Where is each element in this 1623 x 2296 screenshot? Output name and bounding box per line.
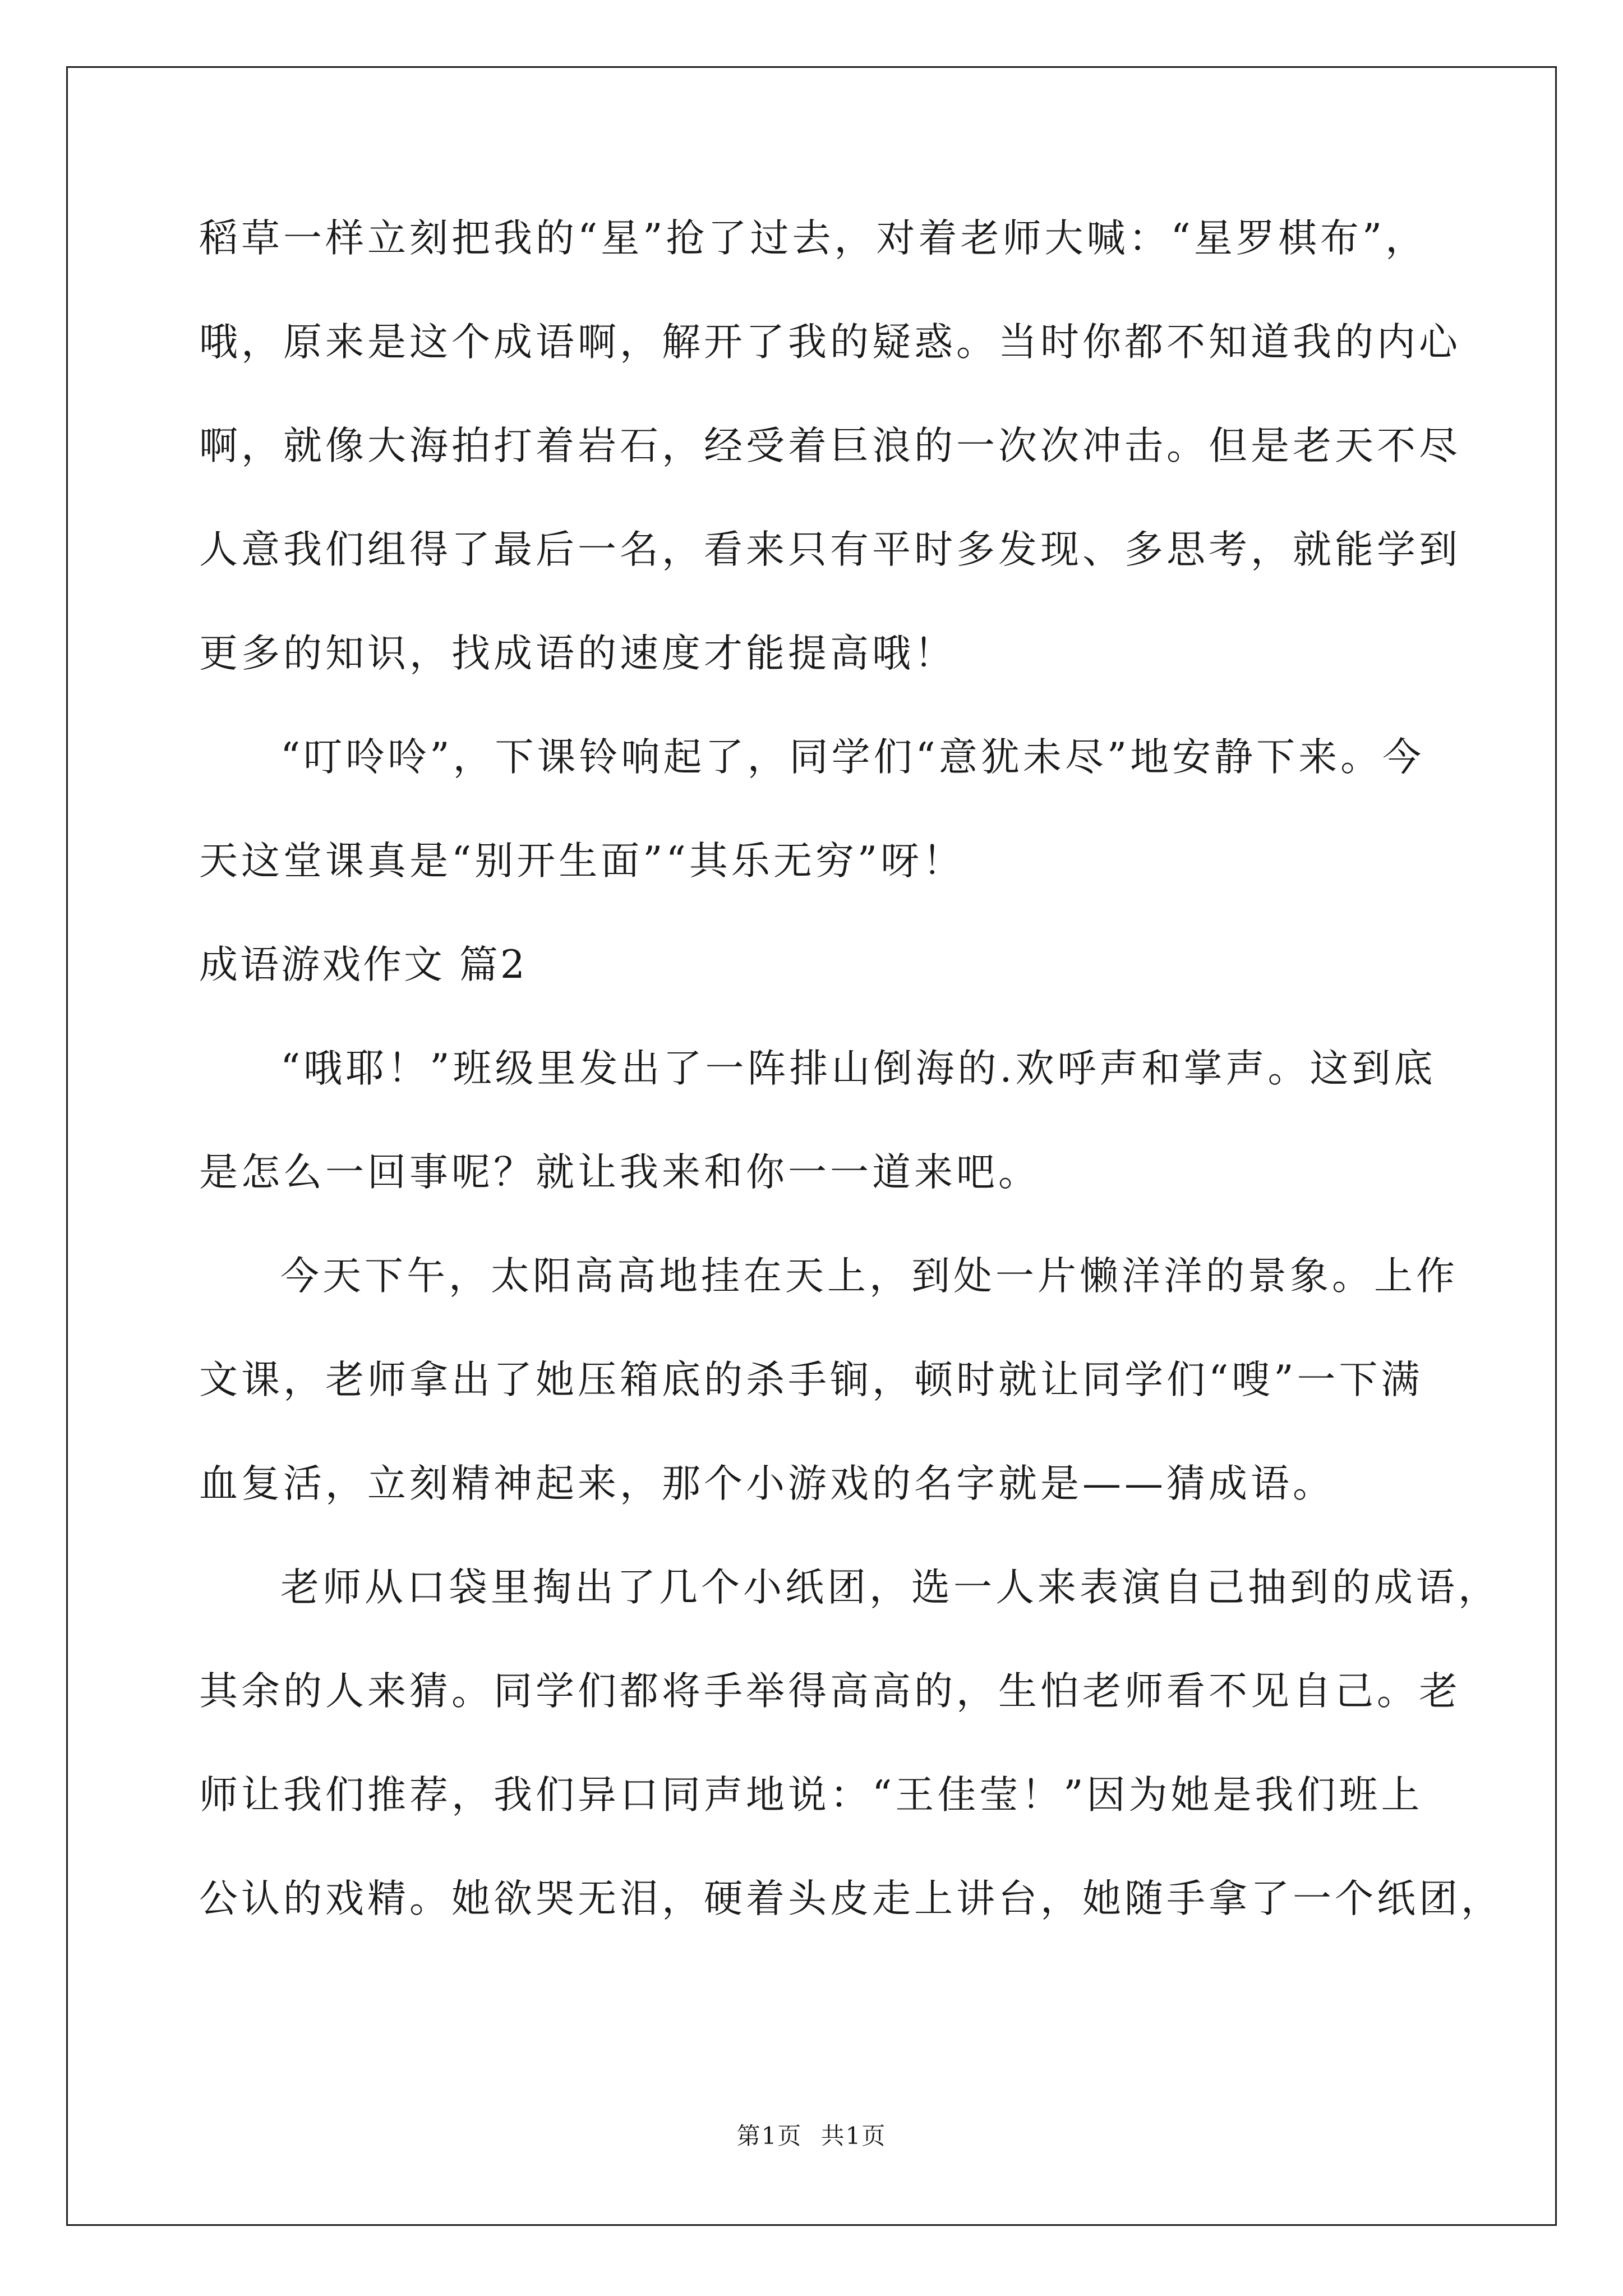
section-heading: 成语游戏作文 篇2 [199,942,527,987]
text-line: 其余的人来猜。同学们都将手举得高高的，生怕老师看不见自己。老 [199,1669,1461,1714]
text-line: 文课，老师拿出了她压箱底的杀手锏，顿时就让同学们“嗖”一下满 [199,1358,1423,1402]
text-line: 血复活，立刻精神起来，那个小游戏的名字就是——猜成语。 [199,1461,1335,1506]
text-line: 人意我们组得了最后一名，看来只有平时多发现、多思考，就能学到 [199,527,1461,572]
page-footer: 第1页 共1页 [736,2122,887,2150]
text-line: 天这堂课真是“别开生面”“其乐无穷”呀！ [199,839,965,884]
text-line: 老师从口袋里掏出了几个小纸团，选一人来表演自己抽到的成语， [280,1565,1500,1610]
text-line: “叮呤呤”，下课铃响起了，同学们“意犹未尽”地安静下来。今 [280,735,1425,780]
text-line: 更多的知识，找成语的速度才能提高哦！ [199,631,956,676]
text-line: 公认的戏精。她欲哭无泪，硬着头皮走上讲台，她随手拿了一个纸团， [199,1876,1503,1921]
text-line: “哦耶！”班级里发出了一阵排山倒海的.欢呼声和掌声。这到底 [280,1046,1436,1091]
text-line: 稻草一样立刻把我的“星”抢了过去，对着老师大喊：“星罗棋布”， [199,216,1428,261]
text-line: 是怎么一回事呢？就让我来和你一一道来吧。 [199,1150,1040,1195]
text-line: 啊，就像大海拍打着岩石，经受着巨浪的一次次冲击。但是老天不尽 [199,424,1461,468]
text-line: 今天下午，太阳高高地挂在天上，到处一片懒洋洋的景象。上作 [280,1254,1458,1299]
text-line: 哦，原来是这个成语啊，解开了我的疑惑。当时你都不知道我的内心 [199,320,1461,365]
document-body [199,210,1503,1975]
text-line: 师让我们推荐，我们异口同声地说：“王佳莹！”因为她是我们班上 [199,1773,1423,1818]
